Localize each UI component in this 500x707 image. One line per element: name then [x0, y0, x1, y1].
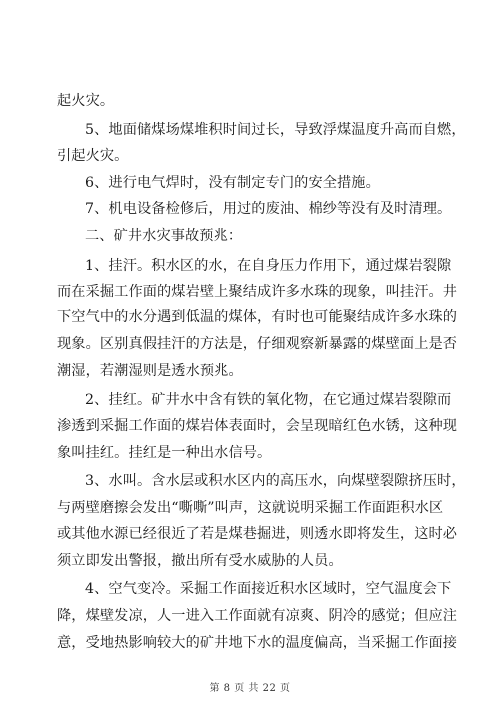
paragraph-line: 起火灾。	[57, 93, 115, 109]
paragraph-line: 3、水叫。含水层或积水区内的高压水，向煤壁裂隙挤压时，	[85, 473, 466, 489]
paragraph-line: 引起火灾。	[57, 148, 129, 164]
paragraph-line: 潮湿，若潮湿则是透水预兆。	[57, 363, 243, 379]
paragraph-line: 与两壁磨擦会发出“嘶嘶”叫声，这就说明采掘工作面距积水区	[57, 500, 444, 516]
paragraph-line: 意，受地热影响较大的矿井地下水的温度偏高，当采掘工作面接	[57, 635, 458, 651]
paragraph-line: 现象。区别真假挂汗的方法是，仔细观察新暴露的煤壁面上是否	[57, 336, 458, 352]
paragraph-line: 4、空气变冷。采掘工作面接近积水区域时，空气温度会下	[85, 581, 452, 597]
page-number-footer: 第 8 页 共 22 页	[209, 683, 291, 694]
paragraph-line: 5、地面储煤场煤堆积时间过长，导致浮煤温度升高而自燃，	[85, 122, 466, 138]
section-heading: 二、矿井水灾事故预兆：	[85, 228, 243, 244]
paragraph-line: 或其他水源已经很近了若是煤巷掘进，则透水即将发生，这时必	[57, 526, 458, 542]
paragraph-line: 1、挂汗。积水区的水，在自身压力作用下，通过煤岩裂隙	[85, 258, 452, 274]
paragraph-line: 6、进行电气焊时，没有制定专门的安全措施。	[85, 175, 380, 191]
paragraph-line: 而在采掘工作面的煤岩壁上聚结成许多水珠的现象，叫挂汗。井	[57, 284, 458, 300]
paragraph-line: 2、挂红。矿井水中含有铁的氧化物，在它通过煤岩裂隙而	[85, 392, 452, 408]
paragraph-line: 象叫挂红。挂红是一种出水信号。	[57, 445, 272, 461]
paragraph-line: 下空气中的水分遇到低温的煤体，有时也可能聚结成许多水珠的	[57, 309, 458, 325]
paragraph-line: 7、机电设备检修后，用过的废油、棉纱等没有及时清理。	[85, 201, 452, 217]
paragraph-line: 降，煤壁发凉，人一进入工作面就有凉爽、阴冷的感觉；但应注	[57, 608, 458, 624]
paragraph-line: 渗透到采掘工作面的煤岩体表面时，会呈现暗红色水锈，这种现	[57, 418, 458, 434]
paragraph-line: 须立即发出警报，撤出所有受水威胁的人员。	[57, 553, 343, 569]
